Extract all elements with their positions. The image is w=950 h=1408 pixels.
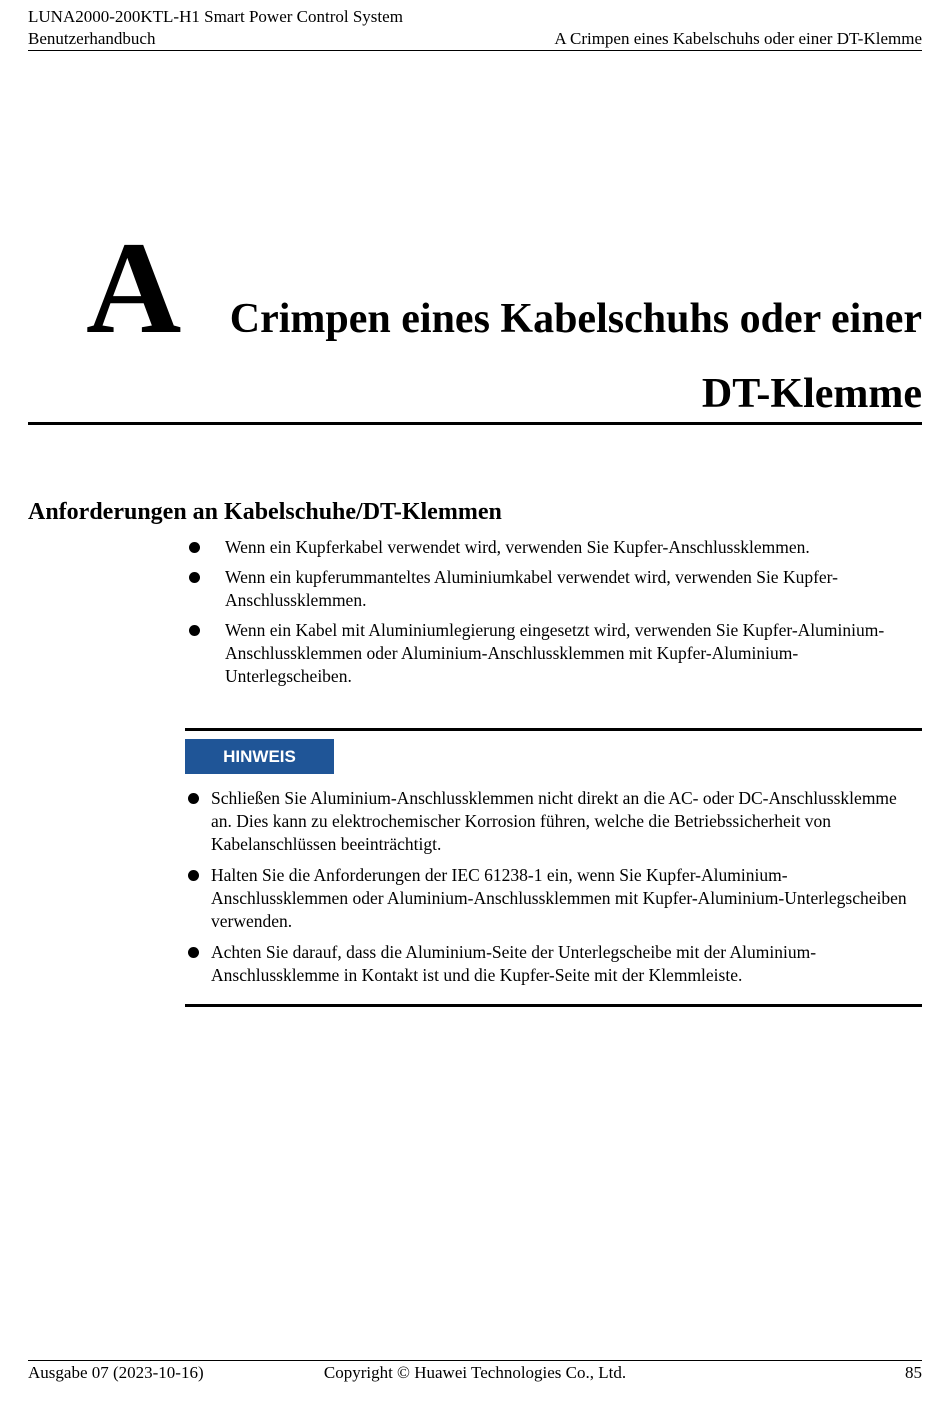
list-item — [186, 619, 922, 688]
chapter-divider — [28, 422, 922, 425]
notice-top-rule — [185, 728, 922, 731]
list-item — [186, 536, 922, 559]
list-item — [186, 566, 922, 612]
notice-item-text: Schließen Sie Aluminium-Anschlussklemmen nicht direkt an die AC- oder DC-Anschlussklemme an. Dies kann zu elektrochemischer Korrosion führen, welche die Betriebssicherheit von Kabelanschlüssen beeinträchtigt. — [211, 788, 897, 854]
notice-bottom-rule — [185, 1004, 922, 1007]
chapter-letter: A — [86, 214, 182, 361]
notice-item-text: Halten Sie die Anforderungen der IEC 61238-1 ein, wenn Sie Kupfer-Aluminium-Anschlussklemmen oder Aluminium-Anschlussklemmen mit Kupfer-Aluminium-Unterlegscheiben verwenden. — [211, 865, 907, 931]
header-section: A Crimpen eines Kabelschuhs oder einer DT-Klemme — [554, 29, 922, 48]
page-number: 85 — [905, 1363, 922, 1382]
chapter-title-line1: Crimpen eines Kabelschuhs oder einer — [229, 296, 922, 342]
bullet-icon — [188, 793, 199, 804]
header-divider — [28, 50, 922, 51]
bullet-icon — [188, 870, 199, 881]
notice-list — [185, 787, 922, 995]
bullet-icon — [189, 625, 200, 636]
list-item — [185, 864, 922, 933]
footer-issue: Ausgabe 07 (2023-10-16) — [28, 1363, 204, 1382]
list-item — [185, 787, 922, 856]
bullet-icon — [189, 572, 200, 583]
footer-divider — [28, 1360, 922, 1361]
list-item-text: Wenn ein Kabel mit Aluminiumlegierung eingesetzt wird, verwenden Sie Kupfer-Aluminium-Anschlussklemmen oder Aluminium-Anschlussklemmen mit Kupfer-Aluminium-Unterlegscheiben. — [225, 620, 885, 686]
header-doc-type: Benutzerhandbuch — [28, 29, 156, 48]
requirements-list — [186, 536, 922, 695]
list-item-text: Wenn ein Kupferkabel verwendet wird, verwenden Sie Kupfer-Anschlussklemmen. — [225, 537, 810, 557]
notice-item-text: Achten Sie darauf, dass die Aluminium-Seite der Unterlegscheibe mit der Aluminium-Anschlussklemme in Kontakt ist und die Kupfer-Seite mit der Klemmleiste. — [211, 942, 817, 985]
notice-badge: HINWEIS — [185, 739, 334, 774]
footer-copyright: Copyright © Huawei Technologies Co., Ltd. — [323, 1363, 627, 1382]
bullet-icon — [188, 947, 199, 958]
bullet-icon — [189, 542, 200, 553]
list-item-text: Wenn ein kupferummanteltes Aluminiumkabel verwendet wird, verwenden Sie Kupfer-Anschlussklemmen. — [225, 567, 838, 610]
header-product: LUNA2000-200KTL-H1 Smart Power Control System — [28, 7, 403, 26]
list-item — [185, 941, 922, 987]
section-heading: Anforderungen an Kabelschuhe/DT-Klemmen — [28, 499, 502, 525]
chapter-title-line2: DT-Klemme — [701, 371, 922, 417]
